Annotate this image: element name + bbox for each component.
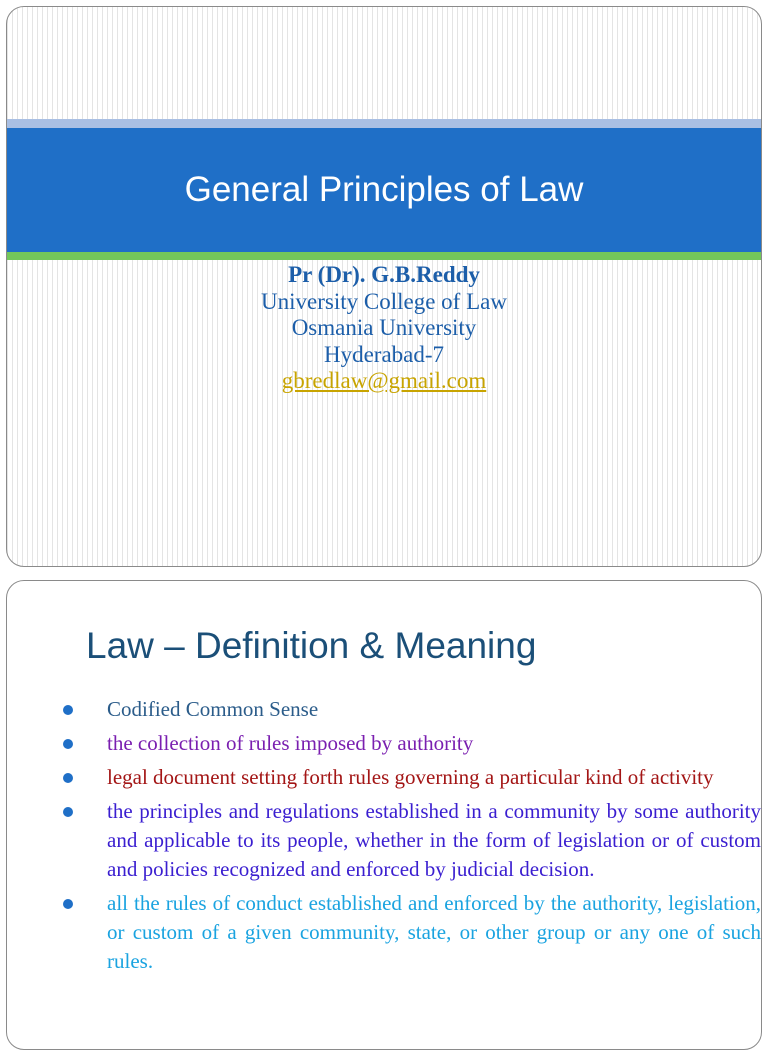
bullet-text: all the rules of conduct established and enforced by the authority, legislation, or custom of a given community, state, or other group or any one of such rules. (107, 891, 761, 973)
bullet-dot-icon (63, 739, 73, 749)
slide-title: General Principles of Law (184, 170, 584, 209)
bullet-item (59, 797, 761, 884)
title-band (7, 128, 761, 252)
author-block (7, 262, 761, 395)
bullet-dot-icon (63, 899, 73, 909)
title-slide (6, 6, 762, 567)
slide-heading: Law – Definition & Meaning (86, 625, 537, 666)
bullet-list (59, 695, 761, 981)
city: Hyderabad-7 (323, 341, 445, 367)
bullet-item (59, 729, 761, 758)
bullet-text: Codified Common Sense (107, 697, 319, 721)
email-link[interactable]: gbredlaw@gmail.com (281, 368, 487, 393)
bullet-text: the principles and regulations established in a community by some authority and applicable to its people, whether in the form of legislation or of custom and policies recognized and enforced by judicial decision. (107, 799, 761, 881)
title-band-top (7, 119, 761, 128)
bullet-text: legal document setting forth rules governing a particular kind of activity (107, 765, 714, 789)
title-band-bottom (7, 252, 761, 260)
bullet-item (59, 763, 761, 792)
bullet-dot-icon (63, 807, 73, 817)
definition-slide (6, 580, 762, 1050)
university: Osmania University (291, 315, 477, 340)
bullet-item (59, 889, 761, 976)
bullet-text: the collection of rules imposed by authority (107, 731, 474, 755)
bullet-dot-icon (63, 773, 73, 783)
author-name: Pr (Dr). G.B.Reddy (288, 262, 480, 287)
bullet-item (59, 695, 761, 724)
institution: University College of Law (261, 288, 507, 314)
bullet-dot-icon (63, 705, 73, 715)
